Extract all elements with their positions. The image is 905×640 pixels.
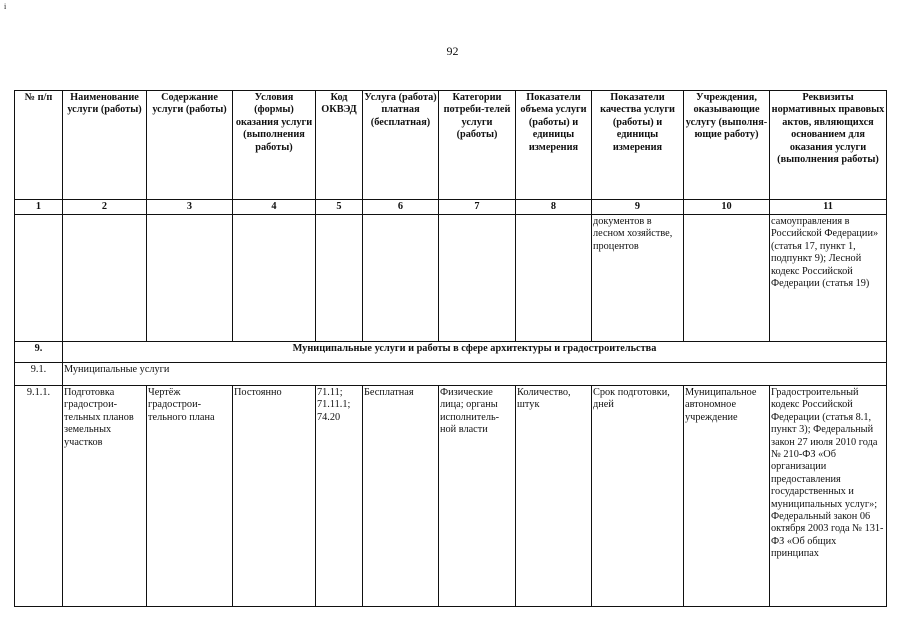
table-cell <box>684 215 770 342</box>
header-cell-institution: Учреждения, оказывающие услугу (выполня-ющие работу) <box>684 91 770 200</box>
header-row <box>15 91 887 200</box>
header-cell-quality: Показатели качества услуги (работы) и единицы измерения <box>592 91 684 200</box>
column-number: 11 <box>770 200 887 215</box>
continuation-quality-cell: документов в лесном хозяйстве, процентов <box>592 215 684 342</box>
column-number: 2 <box>63 200 147 215</box>
column-number: 1 <box>15 200 63 215</box>
item-paid: Бесплатная <box>363 386 439 607</box>
item-consumers: Физические лица; органы исполнитель-ной власти <box>439 386 516 607</box>
item-okved: 71.11; 71.11.1; 74.20 <box>316 386 363 607</box>
item-institution: Муниципальное автономное учреждение <box>684 386 770 607</box>
table-cell <box>439 215 516 342</box>
item-conditions: Постоянно <box>233 386 316 607</box>
header-cell-number: № п/п <box>15 91 63 200</box>
header-cell-legal-acts: Реквизиты нормативных правовых актов, являющихся основанием для оказания услуги (выполнения работы) <box>770 91 887 200</box>
section-title: Муниципальные услуги и работы в сфере архитектуры и градостроительства <box>63 342 887 363</box>
item-content: Чертёж градострои-тельного плана <box>147 386 233 607</box>
header-cell-paid: Услуга (работа) платная (бесплатная) <box>363 91 439 200</box>
subsection-title: Муниципальные услуги <box>63 363 887 386</box>
column-number: 9 <box>592 200 684 215</box>
item-number: 9.1.1. <box>15 386 63 607</box>
services-table <box>14 90 887 607</box>
corner-mark: і <box>4 2 7 11</box>
table-cell <box>316 215 363 342</box>
item-volume: Количество, штук <box>516 386 592 607</box>
section-row <box>15 342 887 363</box>
table-cell <box>363 215 439 342</box>
table-row <box>15 386 887 607</box>
column-number: 6 <box>363 200 439 215</box>
subsection-row <box>15 363 887 386</box>
column-number: 5 <box>316 200 363 215</box>
table-cell <box>233 215 316 342</box>
table-cell <box>147 215 233 342</box>
table-cell <box>15 215 63 342</box>
continuation-row <box>15 215 887 342</box>
column-number-row <box>15 200 887 215</box>
item-name: Подготовка градострои-тельных планов земельных участков <box>63 386 147 607</box>
header-cell-consumers: Категории потреби-телей услуги (работы) <box>439 91 516 200</box>
item-quality: Срок подготовки, дней <box>592 386 684 607</box>
column-number: 10 <box>684 200 770 215</box>
header-cell-conditions: Условия (формы) оказания услуги (выполнения работы) <box>233 91 316 200</box>
column-number: 3 <box>147 200 233 215</box>
column-number: 8 <box>516 200 592 215</box>
section-number: 9. <box>15 342 63 363</box>
header-cell-okved: Код ОКВЭД <box>316 91 363 200</box>
column-number: 7 <box>439 200 516 215</box>
header-cell-name: Наименование услуги (работы) <box>63 91 147 200</box>
item-legal-acts: Градостроительный кодекс Российской Федерации (статья 8.1, пункт 3); Федеральный закон 27 июля 2010 года № 210-ФЗ «Об организации предоставления государственных и муниципальных услуг»; Федеральный закон 06 октября 2003 года № 131-ФЗ «Об общих принципах <box>770 386 887 607</box>
header-cell-content: Содержание услуги (работы) <box>147 91 233 200</box>
column-number: 4 <box>233 200 316 215</box>
table-cell <box>63 215 147 342</box>
header-cell-volume: Показатели объема услуги (работы) и единицы измерения <box>516 91 592 200</box>
page-number: 92 <box>446 44 459 58</box>
subsection-number: 9.1. <box>15 363 63 386</box>
table-cell <box>516 215 592 342</box>
continuation-legal-acts-cell: самоуправления в Российской Федерации» (статья 17, пункт 1, подпункт 9); Лесной кодекс Российской Федерации (статья 19) <box>770 215 887 342</box>
